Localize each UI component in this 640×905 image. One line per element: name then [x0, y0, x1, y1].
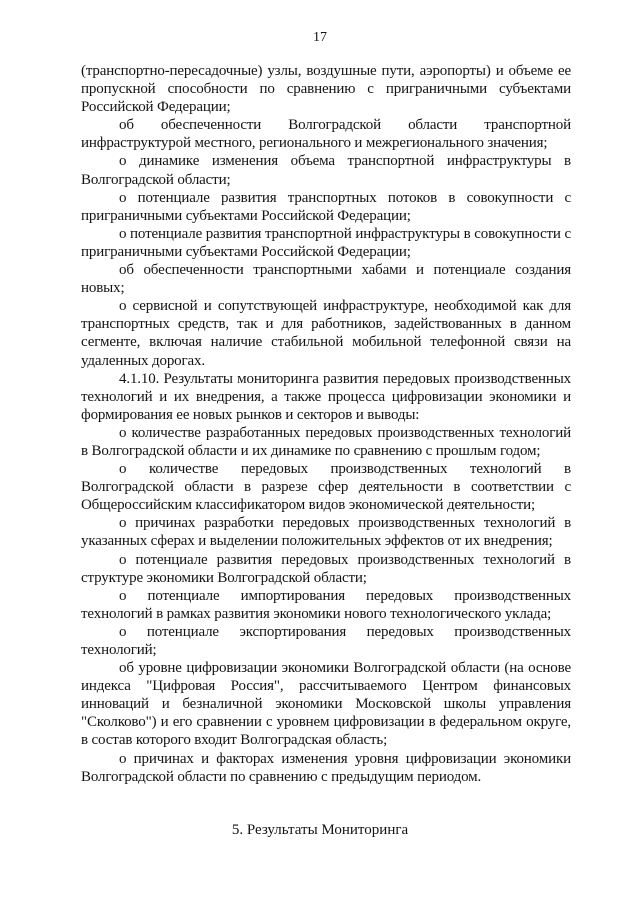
paragraph: о причинах и факторах изменения уровня цифровизации экономики Волгоградской области по сравнению с предыдущим периодом. — [81, 750, 571, 785]
paragraph: о потенциале развития транспортных потоков в совокупности с приграничными субъектами Российской Федерации; — [81, 189, 571, 224]
paragraph: об обеспеченности транспортными хабами и потенциале создания новых; — [81, 262, 571, 297]
paragraph: об уровне цифровизации экономики Волгоградской области (на основе индекса "Цифровая Россия", рассчитываемого Центром финансовых инноваций и безналичной экономики Московской школы управления "Сколково") и его сравнении с уровнем цифровизации в федеральном округе, в состав которого входит Волгоградская область; — [81, 660, 571, 749]
paragraph: о динамике изменения объема транспортной инфраструктуры в Волгоградской области; — [81, 153, 571, 188]
paragraph: о потенциале экспортирования передовых производственных технологий; — [81, 623, 571, 658]
paragraph: о количестве передовых производственных технологий в Волгоградской области в разрезе сфер деятельности в соответствии с Общероссийским классификатором видов экономической деятельности; — [81, 461, 571, 514]
paragraph: о потенциале развития транспортной инфраструктуры в совокупности с приграничными субъектами Российской Федерации; — [81, 225, 571, 260]
section-item-heading: 4.1.10. Результаты мониторинга развития передовых производственных технологий и их внедрения, а также процесса цифровизации экономики и формирования ее новых рынков и секторов и выводы: — [81, 370, 571, 423]
paragraph: об обеспеченности Волгоградской области транспортной инфраструктурой местного, регионального и межрегионального значения; — [81, 117, 571, 152]
section-heading: 5. Результаты Мониторинга — [231, 822, 409, 838]
paragraph: о причинах разработки передовых производственных технологий в указанных сферах и выделении положительных эффектов от их внедрения; — [81, 515, 571, 550]
paragraph: (транспортно-пересадочные) узлы, воздушные пути, аэропорты) и объеме ее пропускной способности по сравнению с приграничными субъектами Российской Федерации; — [81, 63, 571, 116]
paragraph: о сервисной и сопутствующей инфраструктуре, необходимой как для транспортных средств, так и для работников, задействованных в данном сегменте, включая наличие стабильной мобильной телефонной связи на удаленных дорогах. — [81, 298, 571, 369]
page-number: 17 — [313, 30, 327, 45]
paragraph: о потенциале импортирования передовых производственных технологий в рамках развития экономики нового технологического уклада; — [81, 587, 571, 622]
body-text — [81, 62, 571, 786]
paragraph: о потенциале развития передовых производственных технологий в структуре экономики Волгоградской области; — [81, 551, 571, 586]
paragraph: о количестве разработанных передовых производственных технологий в Волгоградской области и их динамике по сравнению с прошлым годом; — [81, 424, 571, 459]
